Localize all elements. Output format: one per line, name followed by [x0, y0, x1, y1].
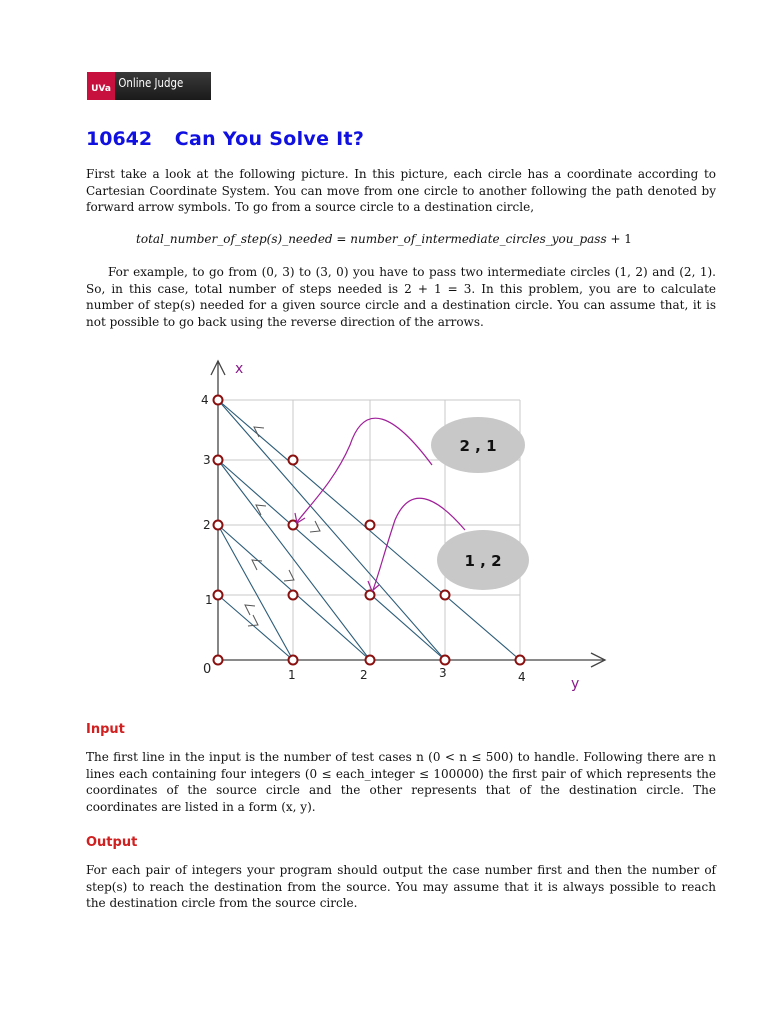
coordinate-figure: [195, 355, 615, 695]
intro-paragraph: First take a look at the following picture. In this picture, each circle has a coordinate according to Cartesian Coordinate System. You can move from one circle to another following the path denoted by forward arrow symbols. To go from a source circle to a destination circle,: [86, 167, 716, 214]
formula-lhs: total_number_of_step(s)_needed: [136, 232, 333, 246]
axes: [211, 361, 605, 667]
formula-equals: =: [332, 232, 351, 246]
path-arrows: [245, 427, 320, 626]
y-tick-4: 4: [518, 670, 526, 684]
y-axis-label: y: [571, 676, 580, 692]
x-tick-2: 2: [203, 518, 211, 532]
y-tick-2: 2: [360, 668, 368, 682]
example-paragraph: For example, to go from (0, 3) to (3, 0) you have to pass two intermediate circles (1, 2) and (2, 1). So, in this case, total number of steps needed is 2 + 1 = 3. In this problem, you are to calculate number of step(s) needed for a given source circle and a destination circle. You can assume that, it is not possible to go back using the reverse direction of the arrows.: [86, 265, 716, 329]
problem-number: 10642: [86, 128, 153, 150]
annotation-2-1: 2 , 1: [459, 437, 497, 455]
y-tick-1: 1: [288, 668, 296, 682]
formula-rhs: number_of_intermediate_circles_you_pass: [350, 232, 607, 246]
x-axis-label: x: [235, 361, 244, 377]
x-tick-4: 4: [201, 393, 209, 407]
input-heading: Input: [86, 722, 125, 737]
logo-badge: UVa: [87, 72, 115, 100]
uva-online-judge-logo: [87, 72, 211, 100]
problem-name: Can You Solve It?: [174, 128, 365, 150]
annotation-1-2: 1 , 2: [464, 552, 502, 570]
origin-label: 0: [203, 662, 212, 677]
x-tick-3: 3: [203, 453, 211, 467]
y-tick-3: 3: [439, 666, 447, 680]
input-paragraph: The first line in the input is the number of test cases n (0 < n ≤ 500) to handle. Following there are n lines each containing four integers (0 ≤ each_integer ≤ 100000) the first pair of which represents the coordinates of the source circle and the other represents that of the destination circle. The coordinates are listed in a form (x, y).: [86, 750, 716, 814]
formula-plus-one: + 1: [606, 232, 632, 246]
logo-text: Online Judge: [118, 76, 184, 90]
output-paragraph: For each pair of integers your program should output the case number first and then the number of step(s) to reach the destination from the source. You may assume that it is always possible to reach the destination circle from the source circle.: [86, 863, 716, 910]
output-heading: Output: [86, 835, 138, 850]
x-tick-1: 1: [205, 593, 213, 607]
formula: [0, 232, 768, 246]
problem-title: [86, 128, 364, 150]
